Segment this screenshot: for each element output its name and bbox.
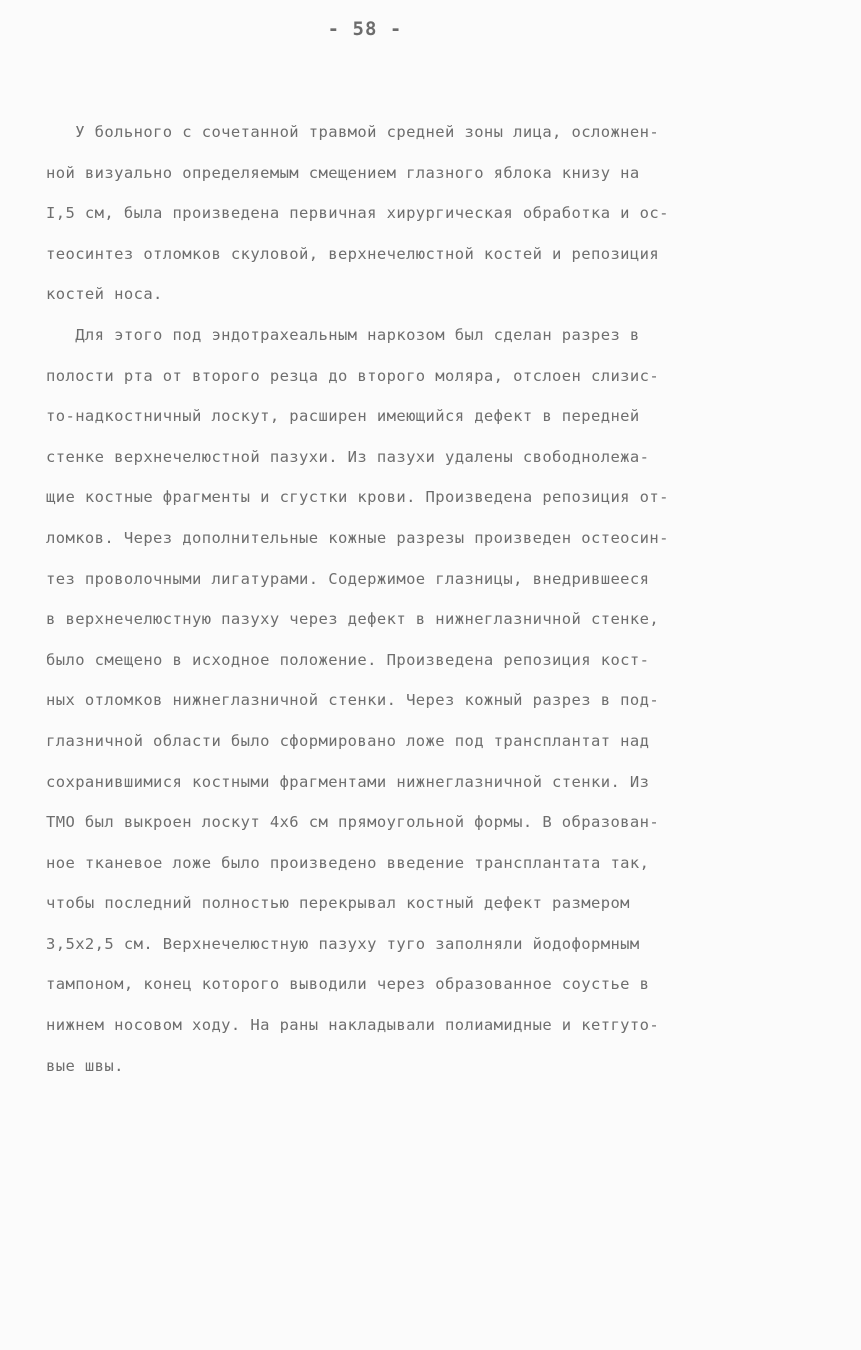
- text-line: вые швы.: [46, 1056, 124, 1075]
- text-line: в верхнечелюстную пазуху через дефект в нижнеглазничной стенке,: [46, 610, 660, 629]
- text-line: сохранившимися костными фрагментами нижнеглазничной стенки. Из: [46, 772, 650, 791]
- text-line: Для этого под эндотрахеальным наркозом был сделан разрез в: [46, 325, 640, 344]
- text-line: полости рта от второго резца до второго моляра, отслоен слизис-: [46, 366, 660, 385]
- text-line: теосинтез отломков скуловой, верхнечелюстной костей и репозиция: [46, 244, 660, 263]
- page-number: - 58 -: [327, 18, 403, 40]
- text-line: чтобы последний полностью перекрывал костный дефект размером: [46, 894, 630, 913]
- text-line: ное тканевое ложе было произведено введение трансплантата так,: [46, 853, 650, 872]
- text-line: костей носа.: [46, 285, 163, 304]
- text-line: было смещено в исходное положение. Произведена репозиция кост-: [46, 650, 650, 669]
- text-line: ных отломков нижнеглазничной стенки. Через кожный разрез в под-: [46, 691, 660, 710]
- text-line: щие костные фрагменты и сгустки крови. Произведена репозиция от-: [46, 488, 669, 507]
- text-line: тез проволочными лигатурами. Содержимое глазницы, внедрившееся: [46, 569, 650, 588]
- text-line: У больного с сочетанной травмой средней зоны лица, осложнен-: [46, 123, 660, 141]
- text-line: ломков. Через дополнительные кожные разрезы произведен остеосин-: [46, 528, 669, 547]
- text-line: тампоном, конец которого выводили через образованное соустье в: [46, 975, 650, 994]
- text-line: глазничной области было сформировано ложе под трансплантат над: [46, 731, 650, 750]
- text-line: I,5 см, была произведена первичная хирургическая обработка и ос-: [46, 204, 669, 223]
- text-line: 3,5х2,5 см. Верхнечелюстную пазуху туго заполняли йодоформным: [46, 934, 640, 953]
- body-text: [46, 112, 816, 1086]
- text-line: нижнем носовом ходу. На раны накладывали полиамидные и кетгуто-: [46, 1016, 660, 1035]
- text-line: ТМО был выкроен лоскут 4х6 см прямоугольной формы. В образован-: [46, 813, 660, 832]
- text-line: то-надкостничный лоскут, расширен имеющийся дефект в передней: [46, 407, 640, 426]
- text-line: стенке верхнечелюстной пазухи. Из пазухи удалены свободнолежа-: [46, 447, 650, 466]
- text-line: ной визуально определяемым смещением глазного яблока книзу на: [46, 163, 640, 182]
